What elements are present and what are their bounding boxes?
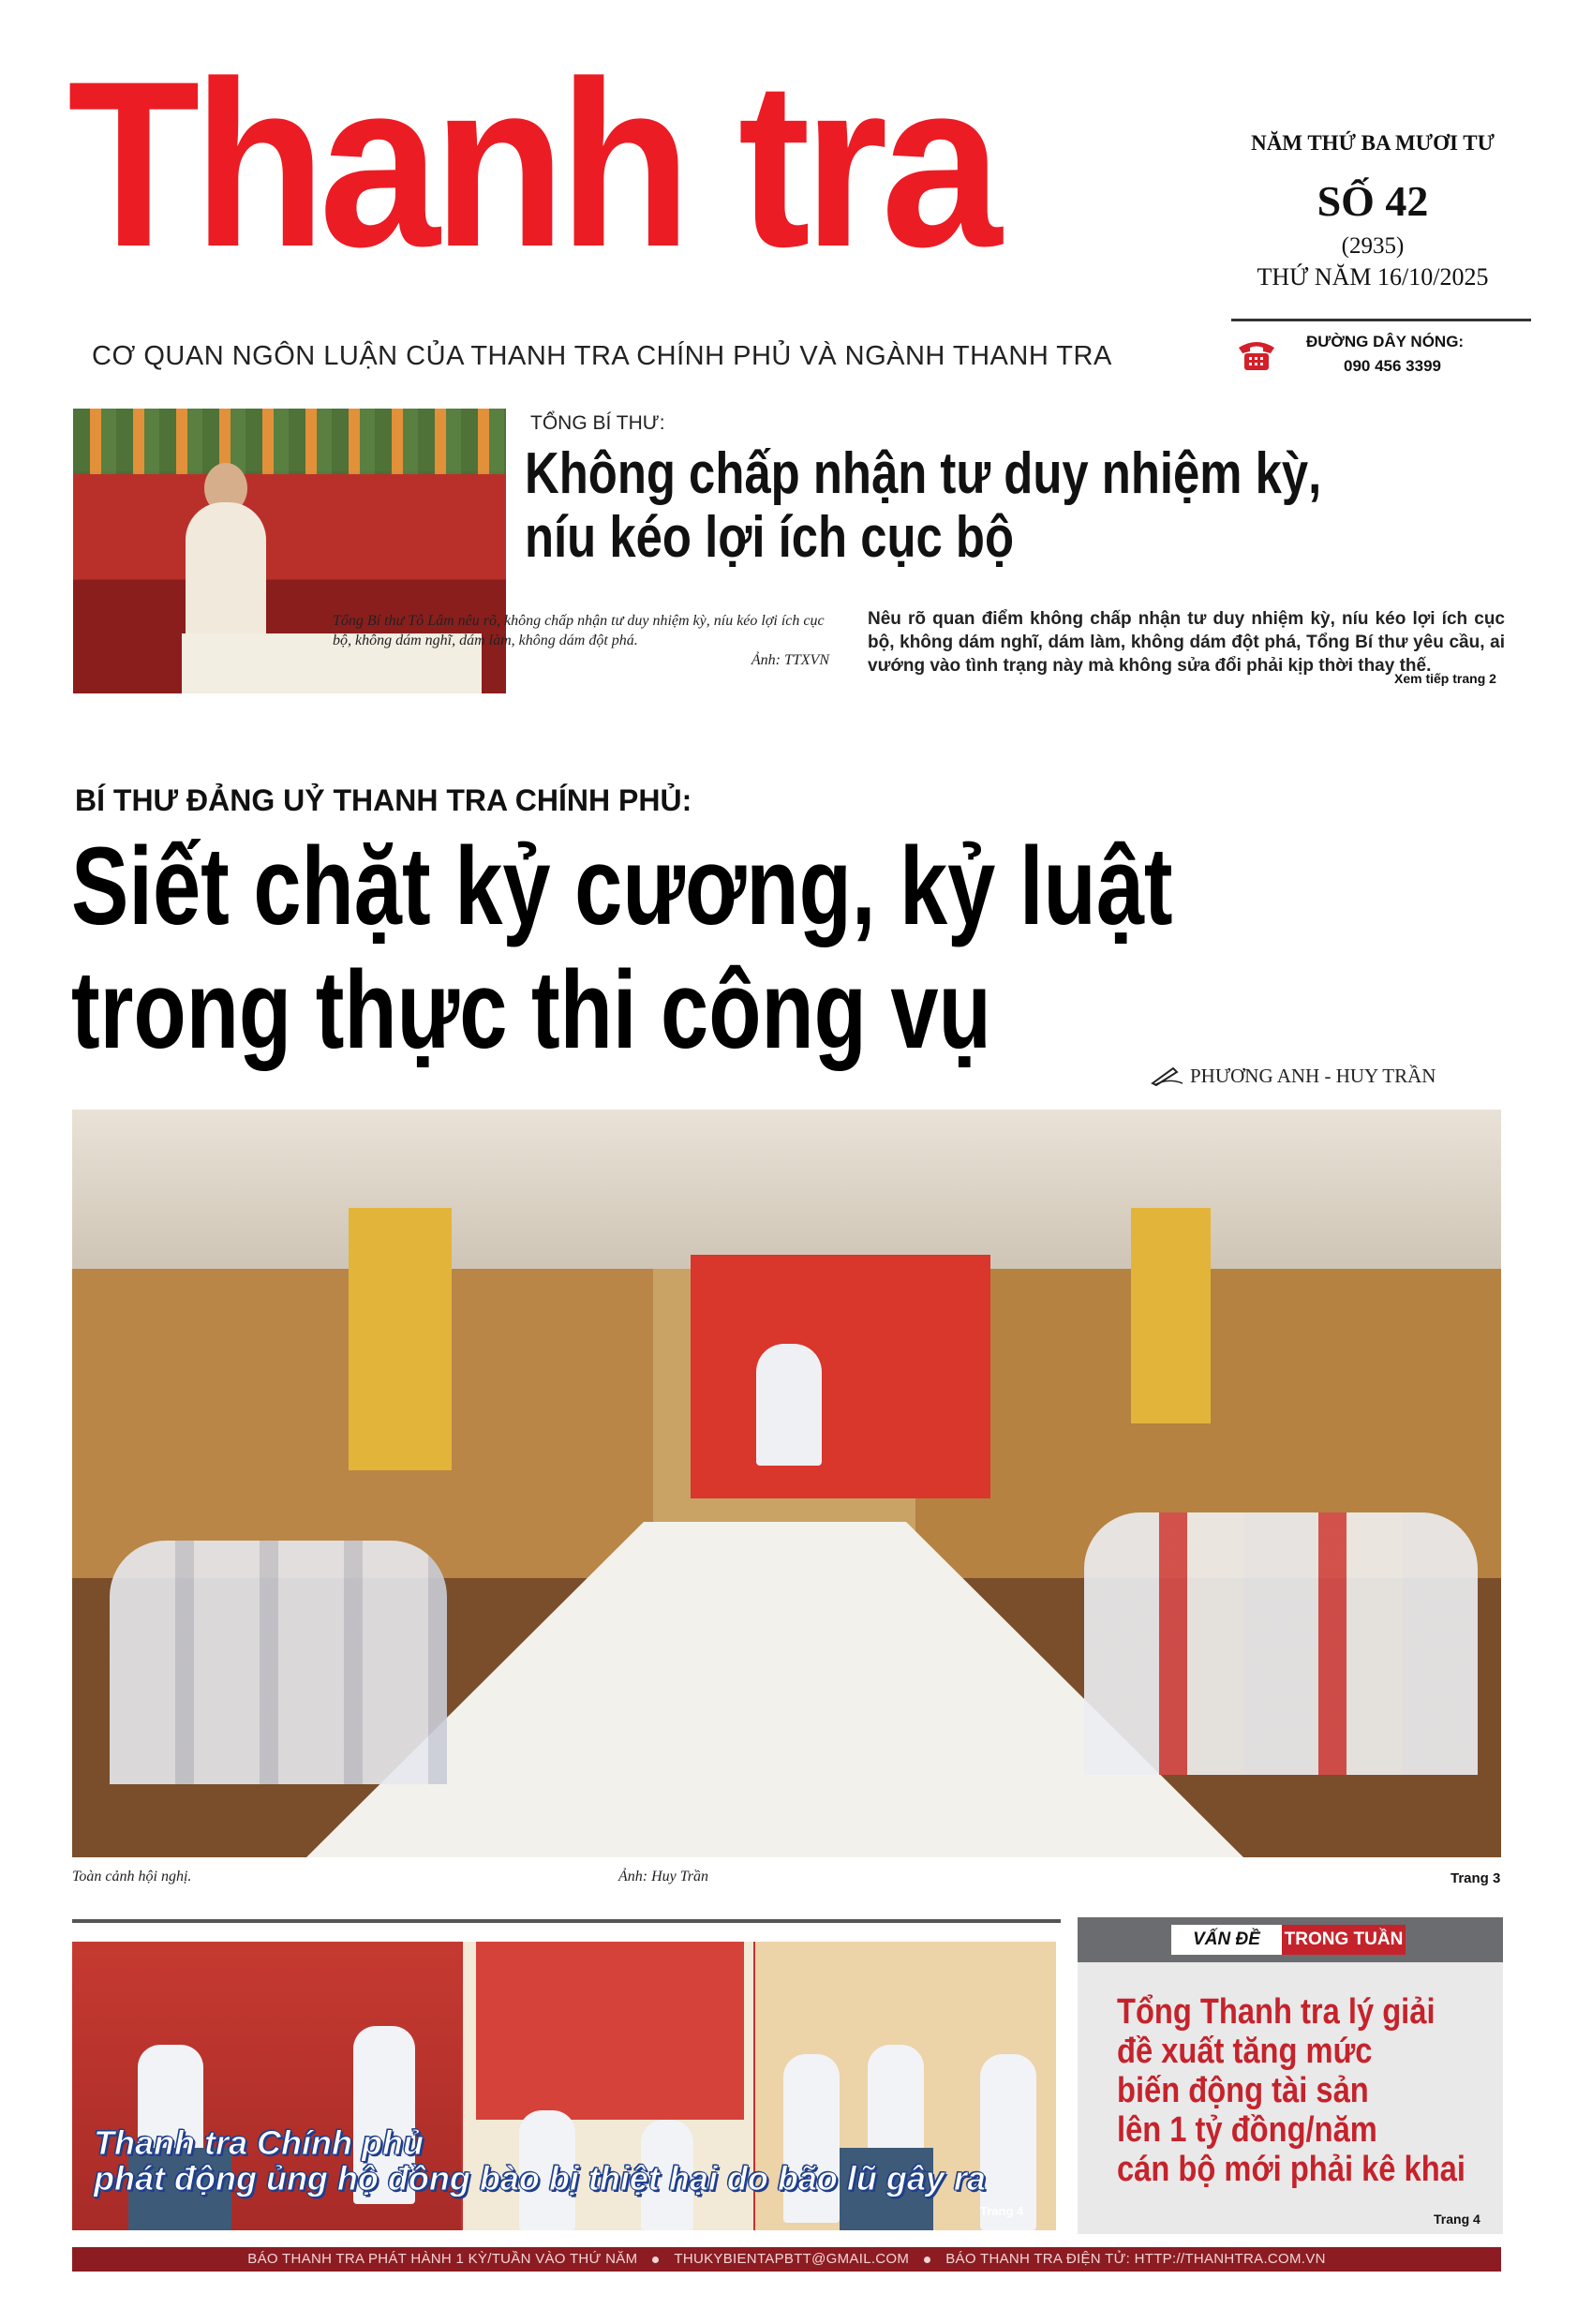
footer-separator	[652, 2257, 659, 2263]
top-story-headline	[525, 442, 1321, 570]
telephone-icon	[1235, 336, 1278, 372]
bottom-story-headline	[94, 2125, 986, 2197]
top-story-headline-line2: níu kéo lợi ích cục bộ	[525, 505, 1015, 570]
footer-publication-schedule: BÁO THANH TRA PHÁT HÀNH 1 KỲ/TUẦN VÀO THỨ NĂM	[247, 2251, 638, 2267]
top-story-photo-credit: Ảnh: TTXVN	[751, 652, 829, 668]
lead-story-headline	[71, 825, 1173, 1072]
bottom-story-headline-line2: phát động ủng hộ đồng bào bị thiệt hại do bão lũ gây ra	[94, 2159, 986, 2197]
hotline-number: 090 456 3399	[1344, 357, 1441, 375]
feature-headline	[1117, 1992, 1465, 2189]
feature-page-ref: Trang 4	[1434, 2212, 1480, 2227]
section-divider	[72, 1919, 1061, 1923]
lead-story-page-ref: Trang 3	[1451, 1870, 1501, 1886]
top-story-continued: Xem tiếp trang 2	[1394, 671, 1496, 686]
feature-tag-left: VẤN ĐỀ	[1171, 1925, 1282, 1955]
hotline-label: ĐƯỜNG DÂY NÓNG:	[1306, 333, 1465, 350]
feature-headline-line: đề xuất tăng mức	[1117, 2032, 1373, 2071]
footer-bar	[72, 2247, 1501, 2272]
pen-icon	[1151, 1065, 1184, 1087]
feature-headline-line: lên 1 tỷ đồng/năm	[1117, 2110, 1377, 2150]
lead-story-photo	[72, 1110, 1501, 1857]
top-story-lede: Nêu rõ quan điểm không chấp nhận tư duy nhiệm kỳ, níu kéo lợi ích cục bộ, không dám nghĩ, dám làm, không dám đột phá, Tổng Bí thư yêu cầu, ai vướng vào tình trạng này mà không sửa đổi phải kịp thời thay thế.	[868, 609, 1505, 676]
hotline	[1231, 319, 1531, 396]
lead-story-photo-credit: Ảnh: Huy Trần	[618, 1869, 708, 1885]
top-story-headline-line1: Không chấp nhận tư duy nhiệm kỳ,	[525, 441, 1322, 506]
lead-story-headline-line2: trong thực thi công vụ	[71, 948, 991, 1072]
masthead-tagline: CƠ QUAN NGÔN LUẬN CỦA THANH TRA CHÍNH PHỦ VÀ NGÀNH THANH TRA	[92, 341, 1112, 371]
lead-story-byline	[1190, 1065, 1436, 1088]
top-story-caption-block	[333, 611, 829, 670]
issue-year-label: NĂM THỨ BA MƯƠI TƯ	[1251, 131, 1495, 155]
feature-headline-line: Tổng Thanh tra lý giải	[1117, 1992, 1436, 2032]
feature-tag-right: TRONG TUẦN	[1282, 1925, 1406, 1955]
lead-story-byline-text: PHƯƠNG ANH - HUY TRẦN	[1190, 1065, 1436, 1087]
lead-story-photo-caption: Toàn cảnh hội nghị.	[72, 1869, 192, 1885]
feature-box	[1078, 1917, 1503, 2234]
top-story-photo-caption: Tổng Bí thư Tô Lâm nêu rõ, không chấp nhận tư duy nhiệm kỳ, níu kéo lợi ích cục bộ, không dám nghĩ, dám làm, không dám đột phá.	[333, 613, 825, 648]
footer-email[interactable]: THUKYBIENTAPBTT@GMAIL.COM	[674, 2251, 910, 2267]
bottom-story-page-ref: Trang 4	[980, 2204, 1024, 2218]
top-story-kicker: TỔNG BÍ THƯ:	[530, 412, 665, 434]
feature-box-header	[1078, 1917, 1503, 1962]
footer-website[interactable]: BÁO THANH TRA ĐIỆN TỬ: HTTP://THANHTRA.COM.VN	[945, 2251, 1326, 2267]
lead-story-kicker: BÍ THƯ ĐẢNG UỶ THANH TRA CHÍNH PHỦ:	[75, 783, 692, 817]
issue-sequence: (2935)	[1341, 233, 1405, 259]
feature-headline-line: cán bộ mới phải kê khai	[1117, 2150, 1465, 2189]
issue-date: THỨ NĂM 16/10/2025	[1257, 263, 1489, 290]
footer-separator	[924, 2257, 930, 2263]
bottom-story-headline-line1: Thanh tra Chính phủ	[94, 2123, 424, 2162]
issue-info	[1218, 131, 1527, 291]
issue-number: SỐ 42	[1317, 177, 1429, 225]
lead-story-headline-line1: Siết chặt kỷ cương, kỷ luật	[71, 825, 1173, 948]
masthead-title: Thanh tra	[67, 33, 995, 296]
feature-headline-line: biến động tài sản	[1117, 2071, 1369, 2110]
